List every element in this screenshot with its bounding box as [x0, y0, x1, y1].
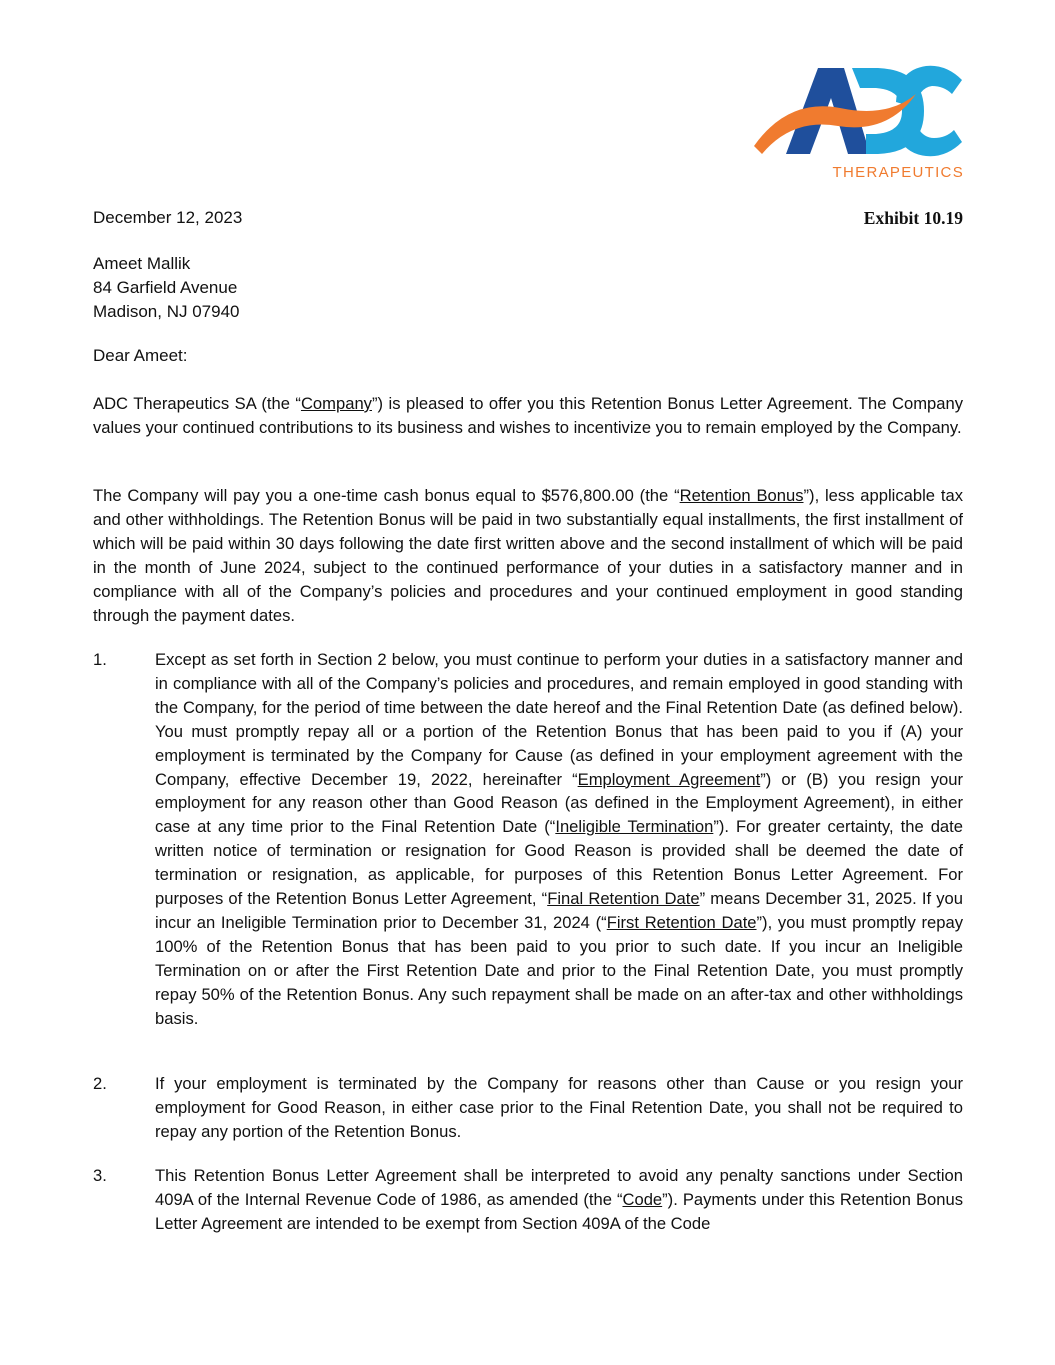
numbered-section-2 — [93, 1072, 963, 1144]
recipient-city: Madison, NJ 07940 — [93, 302, 240, 321]
exhibit-label: Exhibit 10.19 — [863, 208, 963, 228]
defined-term: Employment Agreement — [577, 769, 761, 789]
defined-term: Ineligible Termination — [555, 817, 714, 837]
defined-term: Final Retention Date — [547, 889, 700, 909]
header-row — [93, 208, 963, 230]
text-run: ADC Therapeutics SA (the “ — [93, 394, 301, 413]
logo-caption: THERAPEUTICS — [832, 164, 964, 181]
bonus-paragraph — [93, 484, 963, 627]
text-run: ”), less applicable tax and other withholdings. The Retention Bonus will be paid in two substantially equal installments, the first installment of which will be paid within 30 days following the date first written above and the second installment of which will be paid in the month of June 2024, subject to the continued performance of your duties in a satisfactory manner and in compliance with all of the Company’s policies and procedures and your continued employment in good standing through the payment dates. — [93, 486, 963, 625]
defined-term: Code — [622, 1189, 663, 1209]
defined-term: Retention Bonus — [679, 486, 804, 505]
text-run: The Company will pay you a one-time cash bonus equal to $576,800.00 (the “ — [93, 486, 680, 505]
defined-term: First Retention Date — [606, 912, 757, 932]
salutation: Dear Ameet: — [93, 346, 188, 365]
section-body — [155, 1164, 963, 1236]
section-body: If your employment is terminated by the Company for reasons other than Cause or you resign your employment for Good Reason, in either case prior to the Final Retention Date, you shall not be required to repay any portion of the Retention Bonus. — [155, 1074, 963, 1141]
intro-paragraph — [93, 392, 963, 440]
text-run: ”). For greater certainty, the date written notice of termination or resignation for Good Reason is provided shall be deemed the date of termination or resignation, as applicable, for purposes of this Retention Bonus Letter Agreement. For purposes of the Retention Bonus Letter Agreement, “ — [155, 817, 963, 909]
section-number: 3. — [93, 1166, 107, 1185]
recipient-address — [93, 252, 239, 324]
text-run: ”), you must promptly repay 100% of the Retention Bonus that has been paid to you prior to such date. If you incur an Ineligible Termination on or after the First Retention Date and prior to the Final Retention Date, you must promptly repay 50% of the Retention Bonus. Any such repayment shall be made on an after-tax and other withholdings basis. — [155, 912, 964, 1028]
numbered-section-1 — [93, 648, 963, 1031]
section-number: 1. — [93, 650, 107, 669]
text-run: ” means December 31, 2025. If you incur an Ineligible Termination prior to December 31, 2024 (“ — [155, 889, 963, 932]
defined-term: Company — [300, 394, 372, 413]
section-number: 2. — [93, 1074, 107, 1093]
text-run: ”). Payments under this Retention Bonus Letter Agreement are intended to be exempt from Section 409A of the Code — [155, 1189, 963, 1233]
letter-date: December 12, 2023 — [93, 208, 243, 227]
text-run: This Retention Bonus Letter Agreement shall be interpreted to avoid any penalty sanctions under Section 409A of the Internal Revenue Code of 1986, as amended (the “ — [155, 1166, 963, 1209]
text-run: Except as set forth in Section 2 below, you must continue to perform your duties in a satisfactory manner and in compliance with all of the Company’s policies and procedures, and remain employed in good standing with the Company, for the period of time between the date hereof and the Final Retention Date (as defined below). You must promptly repay all or a portion of the Retention Bonus that has been paid to you if (A) your employment is terminated by the Company for Cause (as defined in your employment agreement with the Company, effective December 19, 2022, hereinafter “ — [155, 650, 963, 789]
text-run: ”) is pleased to offer you this Retention Bonus Letter Agreement. The Company values your continued contributions to its business and wishes to incentivize you to remain employed by the Company. — [93, 394, 963, 437]
text-run: ”) or (B) you resign your employment for any reason other than Good Reason (as defined in the Employment Agreement), in either case at any time prior to the Final Retention Date (“ — [155, 769, 963, 837]
numbered-section-3 — [93, 1164, 963, 1236]
section-body — [155, 648, 963, 1031]
recipient-street: 84 Garfield Avenue — [93, 278, 238, 297]
recipient-name: Ameet Mallik — [93, 254, 191, 273]
adc-logo-mark — [748, 58, 968, 168]
